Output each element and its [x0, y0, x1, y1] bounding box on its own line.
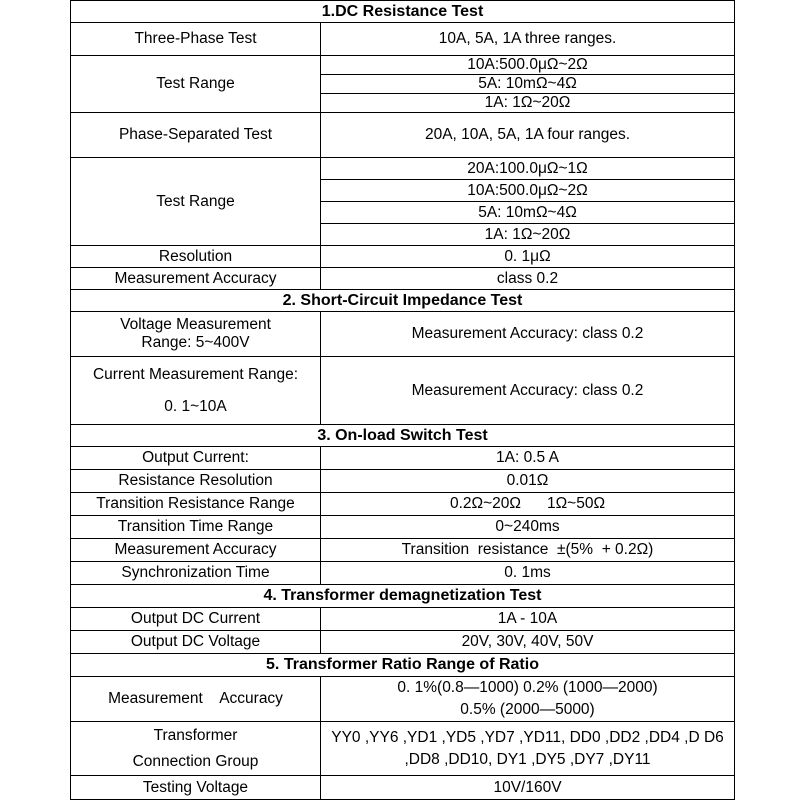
range-value: 0.2Ω~20Ω [449, 495, 521, 512]
section-2-header [71, 290, 735, 312]
row-value: Measurement Accuracy: class 0.2 [321, 312, 735, 357]
row-value: 0~240ms [321, 516, 735, 539]
row-value: 20V, 30V, 40V, 50V [321, 631, 735, 654]
spec-table [70, 0, 735, 800]
row-label [71, 722, 321, 776]
row-label: Measurement Accuracy [71, 539, 321, 562]
row-label: Output Current: [71, 447, 321, 470]
test-range-2-row [71, 158, 735, 180]
row-label: Phase-Separated Test [71, 113, 321, 158]
transition-time-row [71, 516, 735, 539]
section-4-header [71, 585, 735, 608]
output-dc-current-row [71, 608, 735, 631]
row-label: Measurement Accuracy [71, 677, 321, 722]
section-title: 5. Transformer Ratio Range of Ratio [71, 654, 735, 677]
connection-group-row [71, 722, 735, 776]
row-label: Transition Time Range [71, 516, 321, 539]
output-dc-voltage-row [71, 631, 735, 654]
resolution-row [71, 246, 735, 268]
range-value: 20A:100.0μΩ~1Ω [321, 158, 735, 180]
row-label [71, 357, 321, 425]
section-5-header [71, 654, 735, 677]
range-value: 1Ω~50Ω [546, 495, 606, 512]
range-value: 5A: 10mΩ~4Ω [321, 202, 735, 224]
range-value: 10A:500.0μΩ~2Ω [321, 56, 735, 75]
label-line: Voltage Measurement [120, 316, 271, 333]
voltage-measurement-row [71, 312, 735, 357]
row-label: Resolution [71, 246, 321, 268]
section-1-header [71, 1, 735, 23]
row-label: Test Range [71, 56, 321, 113]
row-label: Transition Resistance Range [71, 493, 321, 516]
spec-sheet [70, 0, 734, 800]
value-line: 0.5% (2000—5000) [460, 701, 595, 718]
label-line: Range: 5~400V [141, 334, 250, 351]
value-line: 0. 1%(0.8—1000) 0.2% (1000—2000) [397, 679, 658, 696]
row-value: 0.01Ω [321, 470, 735, 493]
row-value [321, 677, 735, 722]
row-value: 10V/160V [321, 776, 735, 800]
row-value [321, 493, 735, 516]
test-range-1-row [71, 56, 735, 75]
row-label: Output DC Current [71, 608, 321, 631]
row-value: 20A, 10A, 5A, 1A four ranges. [321, 113, 735, 158]
row-value: 0. 1μΩ [321, 246, 735, 268]
section-title: 1.DC Resistance Test [71, 1, 735, 23]
transition-resistance-row [71, 493, 735, 516]
ratio-accuracy-row [71, 677, 735, 722]
label-line: Current Measurement Range: [92, 365, 299, 383]
row-label: Testing Voltage [71, 776, 321, 800]
label-line: 0. 1~10A [164, 397, 227, 415]
current-measurement-row [71, 357, 735, 425]
row-value: 0. 1ms [321, 562, 735, 585]
phase-separated-row [71, 113, 735, 158]
resistance-resolution-row [71, 470, 735, 493]
three-phase-row [71, 23, 735, 56]
section-3-header [71, 425, 735, 447]
label-line: Transformer [153, 726, 238, 744]
row-value: class 0.2 [321, 268, 735, 290]
row-label: Output DC Voltage [71, 631, 321, 654]
row-value: 10A, 5A, 1A three ranges. [321, 23, 735, 56]
testing-voltage-row [71, 776, 735, 800]
row-value: Measurement Accuracy: class 0.2 [321, 357, 735, 425]
row-value: 1A - 10A [321, 608, 735, 631]
row-label: Three-Phase Test [71, 23, 321, 56]
label-line: Connection Group [132, 752, 259, 770]
row-label: Resistance Resolution [71, 470, 321, 493]
range-value: 5A: 10mΩ~4Ω [321, 75, 735, 94]
output-current-row [71, 447, 735, 470]
row-value: Transition resistance ±(5% + 0.2Ω) [321, 539, 735, 562]
row-label [71, 312, 321, 357]
section-title: 4. Transformer demagnetization Test [71, 585, 735, 608]
row-label: Measurement Accuracy [71, 268, 321, 290]
accuracy-row [71, 268, 735, 290]
row-label: Synchronization Time [71, 562, 321, 585]
row-label: Test Range [71, 158, 321, 246]
range-value: 1A: 1Ω~20Ω [321, 224, 735, 246]
synchronization-time-row [71, 562, 735, 585]
row-value: YY0 ,YY6 ,YD1 ,YD5 ,YD7 ,YD11, DD0 ,DD2 ,DD4 ,D D6 ,DD8 ,DD10, DY1 ,DY5 ,DY7 ,DY11 [321, 722, 735, 776]
section-title: 3. On-load Switch Test [71, 425, 735, 447]
row-value: 1A: 0.5 A [321, 447, 735, 470]
range-value: 10A:500.0μΩ~2Ω [321, 180, 735, 202]
range-value: 1A: 1Ω~20Ω [321, 94, 735, 113]
section-title: 2. Short-Circuit Impedance Test [71, 290, 735, 312]
measurement-accuracy-row [71, 539, 735, 562]
